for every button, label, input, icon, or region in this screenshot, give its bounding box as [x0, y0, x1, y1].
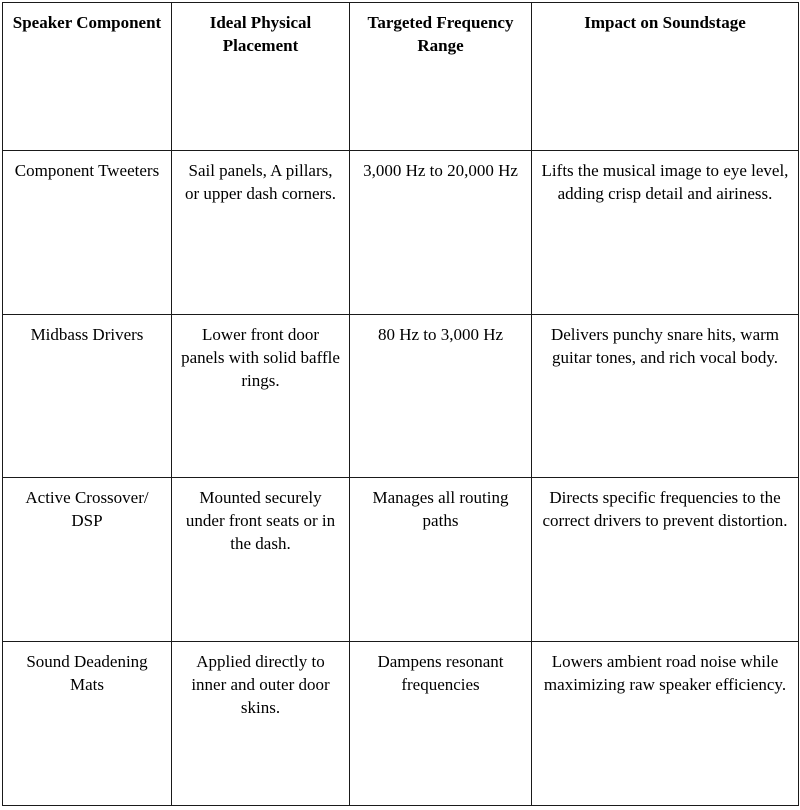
cell-impact: Lowers ambient road noise while maximizing raw speaker efficiency.	[532, 641, 799, 805]
table-row	[3, 151, 799, 314]
cell-frequency: 80 Hz to 3,000 Hz	[350, 314, 532, 477]
cell-frequency: 3,000 Hz to 20,000 Hz	[350, 151, 532, 314]
cell-placement: Lower front door panels with solid baffle rings.	[172, 314, 350, 477]
cell-impact: Delivers punchy snare hits, warm guitar tones, and rich vocal body.	[532, 314, 799, 477]
cell-frequency: Dampens resonant frequencies	[350, 641, 532, 805]
cell-impact: Lifts the musical image to eye level, adding crisp detail and airiness.	[532, 151, 799, 314]
header-targeted-frequency-range: Targeted Frequency Range	[350, 3, 532, 151]
speaker-table-container	[2, 2, 798, 806]
table-row	[3, 314, 799, 477]
cell-component: Sound Deadening Mats	[3, 641, 172, 805]
header-speaker-component: Speaker Component	[3, 3, 172, 151]
cell-component: Active Crossover/ DSP	[3, 478, 172, 641]
cell-impact: Directs specific frequencies to the correct drivers to prevent distortion.	[532, 478, 799, 641]
cell-placement: Sail panels, A pillars, or upper dash corners.	[172, 151, 350, 314]
table-row	[3, 478, 799, 641]
speaker-component-table	[2, 2, 799, 806]
header-ideal-physical-placement: Ideal Physical Placement	[172, 3, 350, 151]
cell-frequency: Manages all routing paths	[350, 478, 532, 641]
cell-placement: Applied directly to inner and outer door skins.	[172, 641, 350, 805]
cell-component: Midbass Drivers	[3, 314, 172, 477]
table-row	[3, 641, 799, 805]
table-header-row	[3, 3, 799, 151]
header-impact-on-soundstage: Impact on Soundstage	[532, 3, 799, 151]
cell-placement: Mounted securely under front seats or in the dash.	[172, 478, 350, 641]
cell-component: Component Tweeters	[3, 151, 172, 314]
